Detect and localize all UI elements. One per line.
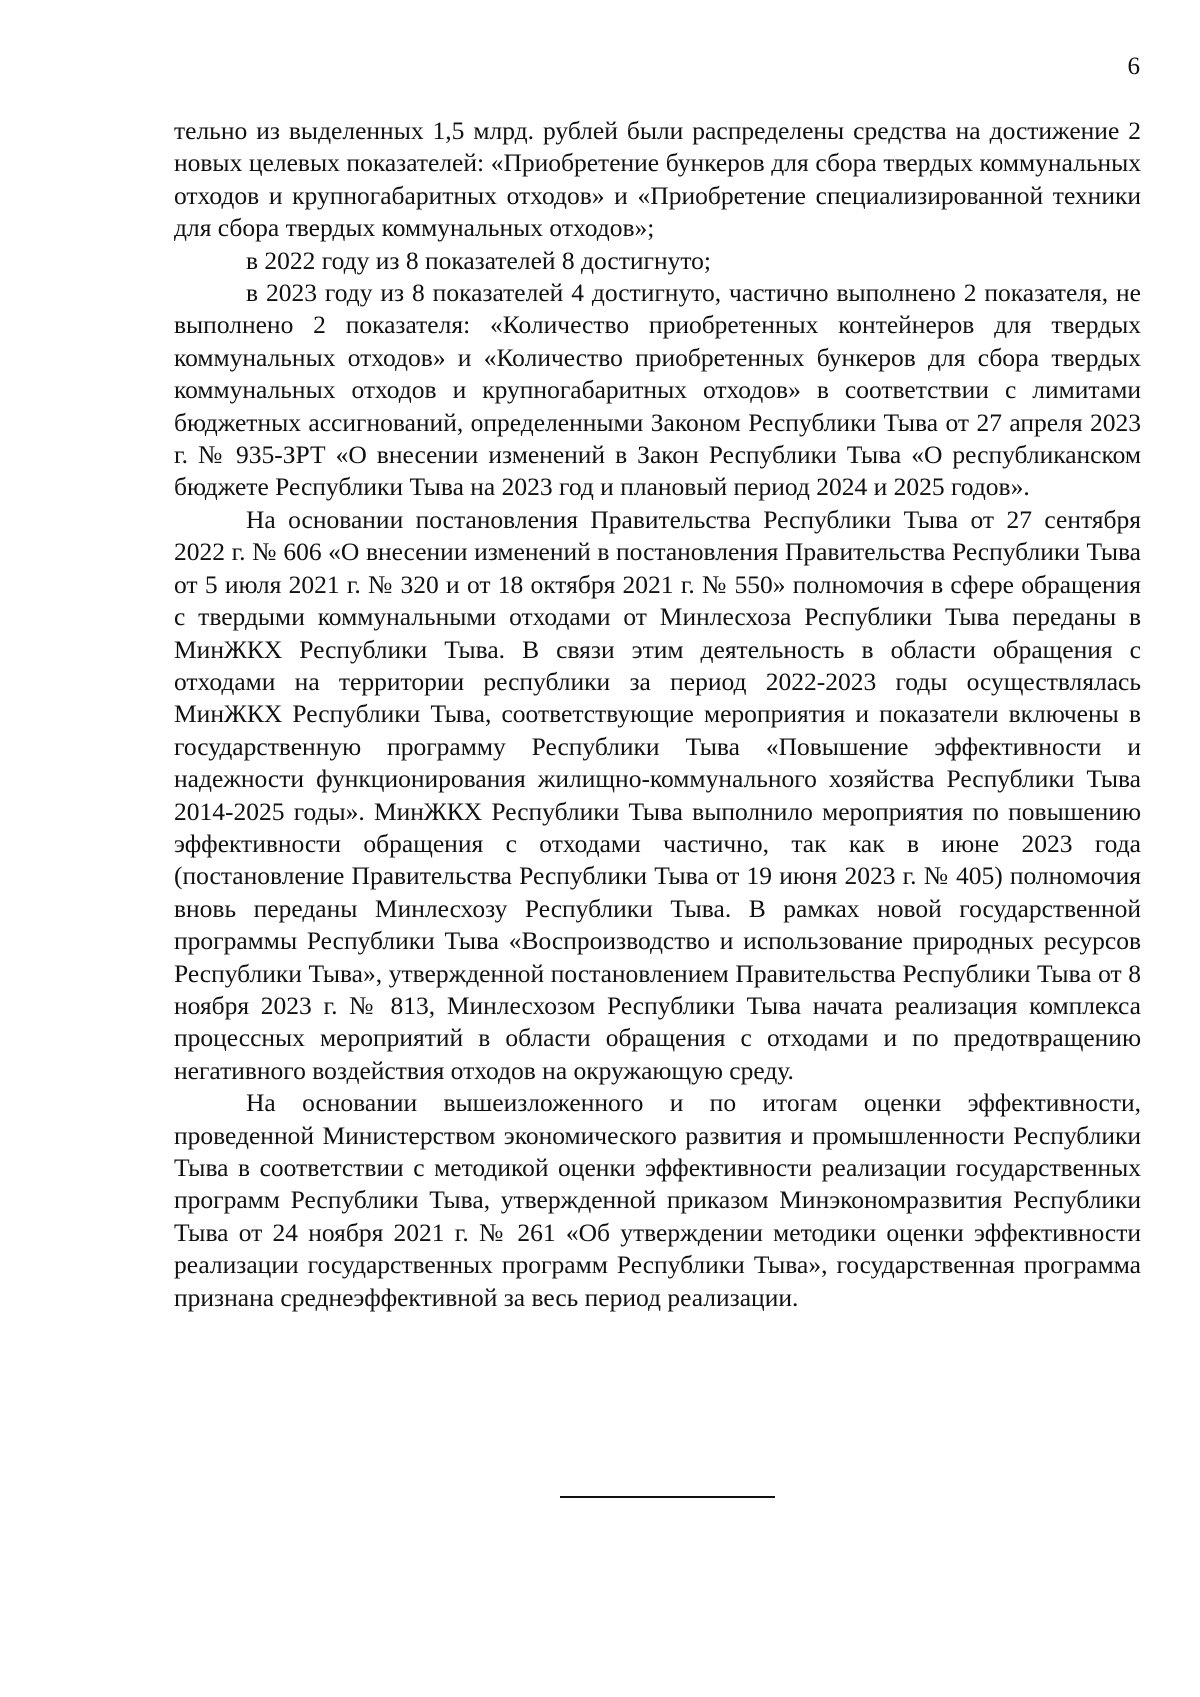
end-rule	[560, 1496, 775, 1498]
paragraph-continuation: тельно из выделенных 1,5 млрд. рублей были распределены средства на достижение 2 новых целевых показателей: «Приобретение бункеров для сбора твердых коммунальных отходов и крупногабаритных отходов» и «Приобретение специализированной техники для сбора твердых коммунальных отходов»;	[174, 116, 1141, 243]
paragraph-authority-transfer: На основании постановления Правительства Республики Тыва от 27 сентября 2022 г. № 606 «О внесении изменений в постановления Правительства Республики Тыва от 5 июля 2021 г. № 320 и от 18 октября 2021 г. № 550» полномочия в сфере обращения с твердыми коммунальными отходами от Минлесхоза Республики Тыва переданы в МинЖКХ Республики Тыва. В связи этим деятельность в области обращения с отходами на территории республики за период 2022-2023 годы осуществлялась МинЖКХ Республики Тыва, соответствующие мероприятия и показатели включены в государственную программу Республики Тыва «Повышение эффективности и надежности функционирования жилищно-коммунального хозяйства Республики Тыва 2014-2025 годы». МинЖКХ Республики Тыва выполнило мероприятия по повышению эффективности обращения с отходами частично, так как в июне 2023 года (постановление Правительства Республики Тыва от 19 июня 2023 г. № 405) полномочия вновь переданы Минлесхозу Республики Тыва. В рамках новой государственной программы Республики Тыва «Воспроизводство и использование природных ресурсов Республики Тыва», утвержденной постановлением Правительства Республики Тыва от 8 ноября 2023 г. № 813, Минлесхозом Республики Тыва начата реализация комплекса процессных мероприятий в области обращения с отходами и по предотвращению негативного воздействия отходов на окружающую среду.	[174, 504, 1141, 1085]
document-body	[174, 115, 1141, 1314]
paragraph-2023-results: в 2023 году из 8 показателей 4 достигнуто, частично выполнено 2 показателя, не выполнено 2 показателя: «Количество приобретенных контейнеров для твердых коммунальных отходов» и «Количество приобретенных бункеров для сбора твердых коммунальных отходов и крупногабаритных отходов» в соответствии с лимитами бюджетных ассигнований, определенными Законом Республики Тыва от 27 апреля 2023 г. № 935-ЗРТ «О внесении изменений в Закон Республики Тыва «О республиканском бюджете Республики Тыва на 2023 год и плановый период 2024 и 2025 годов».	[174, 278, 1141, 502]
paragraph-2022-results: в 2022 году из 8 показателей 8 достигнуто;	[246, 245, 712, 275]
page-number: 6	[1127, 53, 1140, 80]
paragraph-conclusion: На основании вышеизложенного и по итогам оценки эффективности, проведенной Министерством экономического развития и промышленности Республики Тыва в соответствии с методикой оценки эффективности реализации государственных программ Республики Тыва, утвержденной приказом Минэкономразвития Республики Тыва от 24 ноября 2021 г. № 261 «Об утверждении методики оценки эффективности реализации государственных программ Республики Тыва», государственная программа признана среднеэффективной за весь период реализации.	[174, 1088, 1141, 1312]
